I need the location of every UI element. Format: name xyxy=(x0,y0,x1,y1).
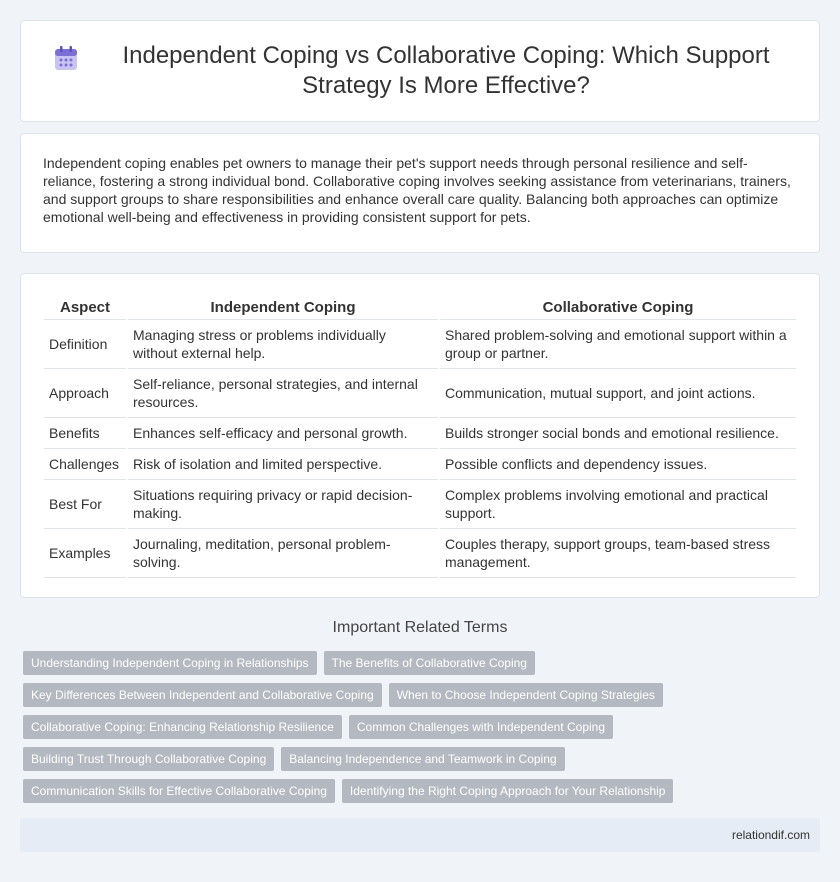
table-cell-independent: Situations requiring privacy or rapid decision-making. xyxy=(128,480,438,529)
table-row xyxy=(44,320,796,369)
table-cell-aspect: Best For xyxy=(44,480,126,529)
table-cell-independent: Managing stress or problems individually without external help. xyxy=(128,320,438,369)
related-term-tag[interactable]: Key Differences Between Independent and Collaborative Coping xyxy=(23,683,382,707)
comparison-table xyxy=(42,296,798,578)
table-cell-aspect: Challenges xyxy=(44,449,126,480)
table-cell-aspect: Examples xyxy=(44,529,126,578)
intro-paragraph: Independent coping enables pet owners to manage their pet's support needs through personal resilience and self-reliance, fostering a strong individual bond. Collaborative coping involves seeking assistance from veterinarians, trainers, and support groups to share responsibilities and enhance overall care quality. Balancing both approaches can optimize emotional well-being and effectiveness in providing consistent support for pets. xyxy=(43,155,791,225)
table-row xyxy=(44,449,796,480)
table-cell-collaborative: Complex problems involving emotional and practical support. xyxy=(440,480,796,529)
column-header-independent: Independent Coping xyxy=(128,296,438,320)
table-cell-collaborative: Shared problem-solving and emotional support within a group or partner. xyxy=(440,320,796,369)
related-term-tag[interactable]: Building Trust Through Collaborative Coping xyxy=(23,747,274,771)
related-term-tag[interactable]: Understanding Independent Coping in Relationships xyxy=(23,651,317,675)
table-cell-collaborative: Builds stronger social bonds and emotional resilience. xyxy=(440,418,796,449)
related-term-tag[interactable]: Collaborative Coping: Enhancing Relationship Resilience xyxy=(23,715,342,739)
header-card xyxy=(20,20,820,122)
tag-row xyxy=(23,683,823,707)
table-row xyxy=(44,369,796,418)
related-term-tag[interactable]: Common Challenges with Independent Coping xyxy=(349,715,613,739)
table-cell-collaborative: Couples therapy, support groups, team-based stress management. xyxy=(440,529,796,578)
table-cell-aspect: Approach xyxy=(44,369,126,418)
table-row xyxy=(44,529,796,578)
table-cell-independent: Risk of isolation and limited perspective. xyxy=(128,449,438,480)
tag-row xyxy=(23,715,823,739)
page-title: Independent Coping vs Collaborative Coping: Which Support Strategy Is More Effective? xyxy=(122,42,770,99)
column-header-collaborative: Collaborative Coping xyxy=(440,296,796,320)
related-terms-list xyxy=(23,651,823,811)
related-term-tag[interactable]: Communication Skills for Effective Collaborative Coping xyxy=(23,779,335,803)
table-cell-aspect: Definition xyxy=(44,320,126,369)
table-row xyxy=(44,418,796,449)
footer-site-link[interactable]: relationdif.com xyxy=(731,828,810,842)
column-header-aspect: Aspect xyxy=(44,296,126,320)
table-cell-independent: Self-reliance, personal strategies, and internal resources. xyxy=(128,369,438,418)
table-cell-independent: Journaling, meditation, personal problem-solving. xyxy=(128,529,438,578)
comparison-table-card xyxy=(20,273,820,598)
related-term-tag[interactable]: When to Choose Independent Coping Strategies xyxy=(389,683,663,707)
related-term-tag[interactable]: Identifying the Right Coping Approach for Your Relationship xyxy=(342,779,674,803)
table-cell-collaborative: Possible conflicts and dependency issues. xyxy=(440,449,796,480)
related-term-tag[interactable]: Balancing Independence and Teamwork in Coping xyxy=(281,747,564,771)
footer xyxy=(20,818,820,852)
tag-row xyxy=(23,779,823,803)
intro-card xyxy=(20,133,820,253)
related-terms-title: Important Related Terms xyxy=(332,619,508,636)
table-row xyxy=(44,480,796,529)
table-cell-aspect: Benefits xyxy=(44,418,126,449)
tag-row xyxy=(23,747,823,771)
related-term-tag[interactable]: The Benefits of Collaborative Coping xyxy=(324,651,535,675)
table-header-row xyxy=(44,296,796,320)
table-cell-collaborative: Communication, mutual support, and joint actions. xyxy=(440,369,796,418)
tag-row xyxy=(23,651,823,675)
table-cell-independent: Enhances self-efficacy and personal growth. xyxy=(128,418,438,449)
calendar-icon xyxy=(51,44,81,74)
